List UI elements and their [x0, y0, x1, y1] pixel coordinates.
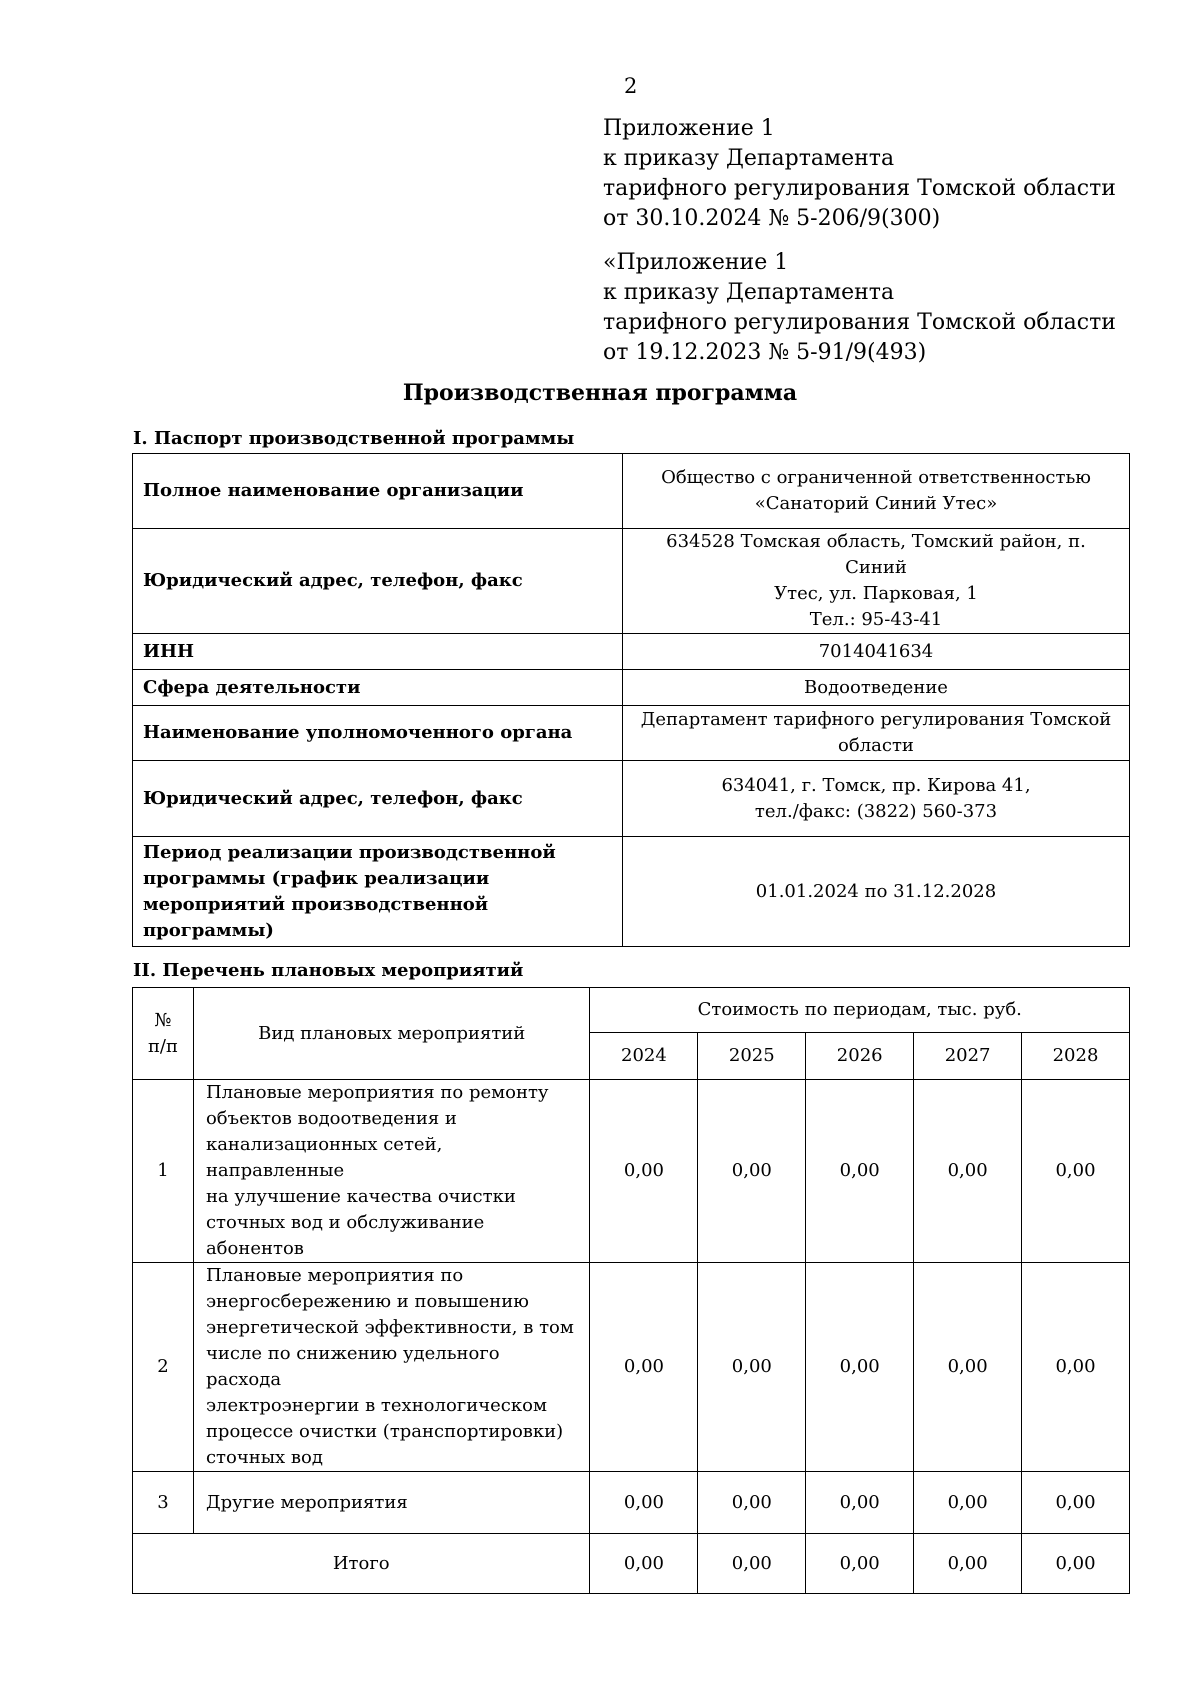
total-cell: 0,00 — [914, 1534, 1022, 1594]
cost-cell: 0,00 — [590, 1263, 698, 1472]
description-line: объектов водоотведения и — [205, 1108, 457, 1129]
label-line: программы) — [143, 919, 274, 941]
page-number: 2 — [624, 74, 638, 98]
appendix-line: к приказу Департамента — [603, 146, 895, 171]
cost-cell: 0,00 — [806, 1080, 914, 1263]
row-description — [193, 1472, 590, 1534]
total-cell: 0,00 — [806, 1534, 914, 1594]
passport-value — [623, 761, 1130, 837]
description-line: абонентов — [205, 1238, 304, 1259]
passport-label: ИНН — [133, 634, 623, 670]
table-row — [133, 1472, 1130, 1534]
passport-value — [623, 670, 1130, 706]
description-line: электроэнергии в технологическом — [205, 1395, 547, 1416]
description-line: сточных вод — [205, 1447, 323, 1468]
passport-value — [623, 454, 1130, 529]
appendix-line: к приказу Департамента — [603, 280, 895, 305]
description-line: Другие мероприятия — [205, 1491, 408, 1513]
table-row — [133, 1263, 1130, 1472]
value-line: 01.01.2024 по 31.12.2028 — [755, 880, 997, 902]
description-line: сточных вод и обслуживание — [205, 1212, 485, 1233]
passport-row — [133, 454, 1130, 529]
appendix-current-reference — [603, 114, 1183, 234]
header-year: 2024 — [590, 1033, 698, 1080]
appendix-line: от 30.10.2024 № 5-206/9(300) — [603, 206, 941, 231]
header-year: 2026 — [806, 1033, 914, 1080]
cost-cell: 0,00 — [806, 1472, 914, 1534]
cost-cell: 0,00 — [590, 1472, 698, 1534]
cost-cell: 0,00 — [914, 1263, 1022, 1472]
passport-value — [623, 837, 1130, 947]
header-number-line: № — [154, 1009, 172, 1031]
cost-cell: 0,00 — [1022, 1080, 1130, 1263]
passport-label: Юридический адрес, телефон, факс — [133, 529, 623, 634]
label-line: программы (график реализации — [143, 867, 490, 889]
value-line: 634528 Томская область, Томский район, п. Синий — [666, 531, 1086, 578]
value-line: Общество с ограниченной ответственностью — [661, 467, 1091, 488]
description-line: канализационных сетей, направленные — [205, 1134, 443, 1181]
document-title: Производственная программа — [402, 380, 798, 406]
table-row — [133, 1080, 1130, 1263]
label-line: мероприятий производственной — [143, 893, 489, 915]
appendix-line: от 19.12.2023 № 5-91/9(493) — [603, 340, 927, 365]
description-line: на улучшение качества очистки — [205, 1186, 516, 1207]
passport-row — [133, 837, 1130, 947]
cost-cell: 0,00 — [806, 1263, 914, 1472]
passport-label: Полное наименование организации — [133, 454, 623, 529]
passport-value — [623, 634, 1130, 670]
description-line: Плановые мероприятия по ремонту — [205, 1082, 549, 1103]
row-description — [193, 1080, 590, 1263]
description-line: Плановые мероприятия по — [205, 1265, 464, 1286]
appendix-line: Приложение 1 — [603, 116, 775, 141]
section1-title: I. Паспорт производственной программы — [133, 428, 575, 449]
cost-cell: 0,00 — [914, 1472, 1022, 1534]
passport-label: Сфера деятельности — [133, 670, 623, 706]
total-label: Итого — [133, 1534, 590, 1594]
passport-table — [132, 453, 1130, 947]
passport-row — [133, 670, 1130, 706]
value-line: «Санаторий Синий Утес» — [754, 493, 998, 514]
appendix-line: «Приложение 1 — [603, 250, 789, 275]
value-line: области — [838, 735, 914, 756]
header-year: 2025 — [698, 1033, 806, 1080]
section2-title: II. Перечень плановых мероприятий — [133, 960, 524, 981]
description-line: процессе очистки (транспортировки) — [205, 1421, 564, 1442]
header-row — [133, 988, 1130, 1033]
passport-row — [133, 706, 1130, 761]
value-line: тел./факс: (3822) 560-373 — [754, 800, 998, 822]
total-cell: 0,00 — [590, 1534, 698, 1594]
passport-row — [133, 761, 1130, 837]
header-cost: Стоимость по периодам, тыс. руб. — [590, 988, 1130, 1033]
total-row — [133, 1534, 1130, 1594]
appendix-previous-reference — [603, 248, 1183, 368]
header-year: 2028 — [1022, 1033, 1130, 1080]
label-line: Период реализации производственной — [143, 841, 556, 863]
row-number: 3 — [133, 1472, 194, 1534]
measures-table — [132, 987, 1130, 1594]
value-line: Тел.: 95-43-41 — [809, 609, 943, 630]
value-line: Департамент тарифного регулирования Томской — [640, 709, 1112, 730]
row-number: 1 — [133, 1080, 194, 1263]
total-cell: 0,00 — [1022, 1534, 1130, 1594]
passport-row — [133, 529, 1130, 634]
cost-cell: 0,00 — [1022, 1472, 1130, 1534]
value-line: 7014041634 — [818, 640, 934, 662]
cost-cell: 0,00 — [590, 1080, 698, 1263]
appendix-line: тарифного регулирования Томской области — [603, 310, 1116, 335]
description-line: числе по снижению удельного расхода — [205, 1343, 500, 1390]
header-year: 2027 — [914, 1033, 1022, 1080]
row-number: 2 — [133, 1263, 194, 1472]
passport-value — [623, 706, 1130, 761]
passport-label: Наименование уполномоченного органа — [133, 706, 623, 761]
appendix-line: тарифного регулирования Томской области — [603, 176, 1116, 201]
cost-cell: 0,00 — [914, 1080, 1022, 1263]
passport-value — [623, 529, 1130, 634]
passport-label — [133, 837, 623, 947]
cost-cell: 0,00 — [698, 1472, 806, 1534]
value-line: Утес, ул. Парковая, 1 — [774, 583, 978, 604]
value-line: 634041, г. Томск, пр. Кирова 41, — [721, 774, 1031, 796]
value-line: Водоотведение — [804, 676, 948, 698]
cost-cell: 0,00 — [698, 1263, 806, 1472]
cost-cell: 0,00 — [698, 1080, 806, 1263]
header-type: Вид плановых мероприятий — [193, 988, 590, 1080]
header-number-line: п/п — [147, 1035, 178, 1057]
description-line: энергосбережению и повышению — [205, 1291, 529, 1312]
cost-cell: 0,00 — [1022, 1263, 1130, 1472]
passport-row — [133, 634, 1130, 670]
description-line: энергетической эффективности, в том — [205, 1317, 574, 1338]
passport-label: Юридический адрес, телефон, факс — [133, 761, 623, 837]
header-number — [133, 988, 194, 1080]
row-description — [193, 1263, 590, 1472]
total-cell: 0,00 — [698, 1534, 806, 1594]
